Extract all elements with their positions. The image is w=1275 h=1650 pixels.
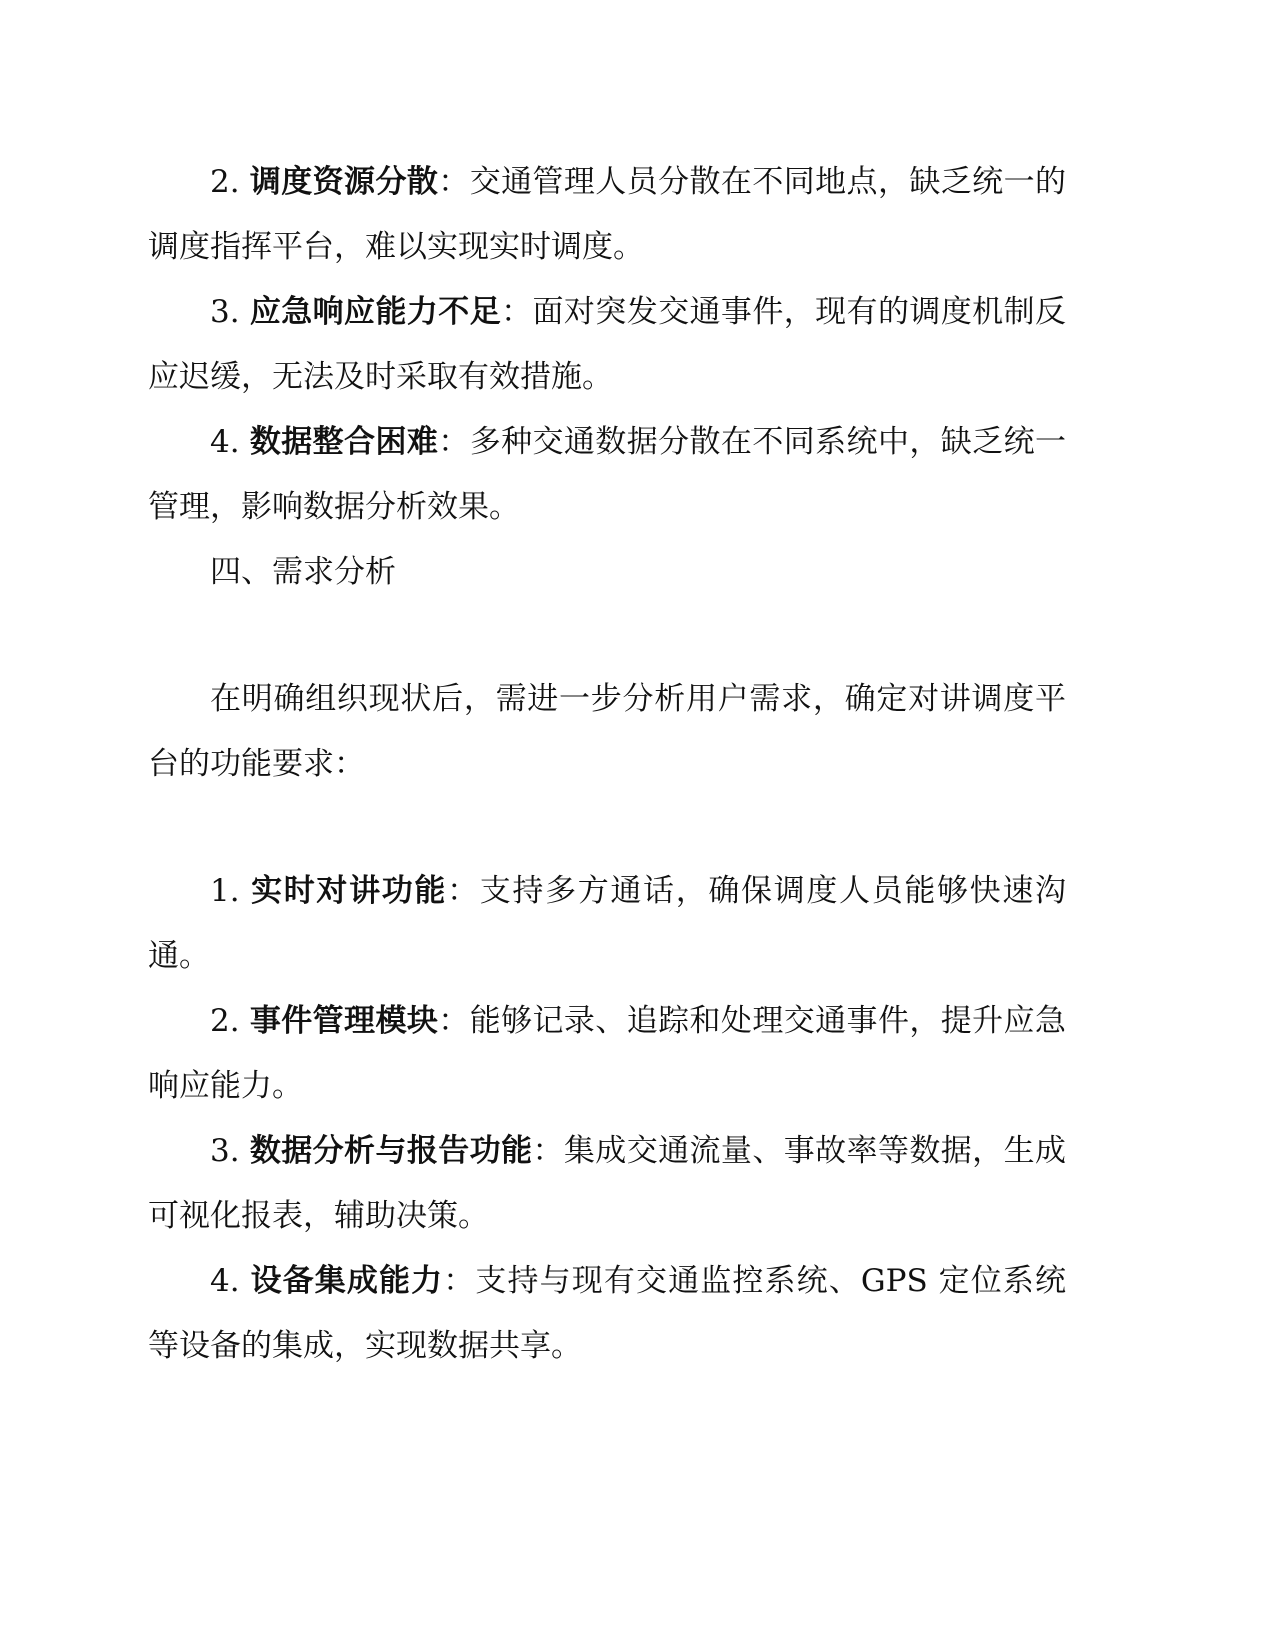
- item-title: 实时对讲功能: [251, 873, 448, 909]
- item-colon: ：: [443, 1263, 476, 1299]
- item-colon: ：: [438, 424, 470, 460]
- requirement-item-2: [148, 989, 1066, 1119]
- intro-paragraph: 在明确组织现状后，需进一步分析用户需求，确定对讲调度平台的功能要求：: [148, 681, 1066, 782]
- item-colon: ：: [438, 164, 470, 200]
- item-colon: ：: [438, 1003, 470, 1039]
- problem-item-4: [148, 410, 1066, 540]
- item-number: 2.: [210, 1003, 250, 1039]
- item-title: 数据分析与报告功能: [249, 1133, 533, 1169]
- item-colon: ：: [532, 1133, 564, 1169]
- item-title: 调度资源分散: [249, 164, 439, 200]
- item-text: 能够记录、追踪和处理交通事件，提升应急响应能力。: [148, 1003, 1066, 1104]
- problem-item-2: [148, 150, 1066, 280]
- item-number: 3.: [210, 1133, 250, 1169]
- item-colon: ：: [447, 873, 480, 909]
- item-text: 面对突发交通事件，现有的调度机制反应迟缓，无法及时采取有效措施。: [148, 294, 1066, 395]
- item-number: 3.: [210, 294, 250, 330]
- requirement-item-4: [148, 1249, 1066, 1379]
- item-number: 2.: [210, 164, 250, 200]
- section-heading: 四、需求分析: [210, 554, 396, 590]
- item-title: 设备集成能力: [250, 1263, 444, 1299]
- item-number: 4.: [210, 424, 250, 460]
- item-text: 交通管理人员分散在不同地点，缺乏统一的调度指挥平台，难以实现实时调度。: [148, 164, 1066, 265]
- item-text: 支持多方通话，确保调度人员能够快速沟通。: [148, 873, 1067, 974]
- item-title: 事件管理模块: [249, 1003, 439, 1039]
- requirement-item-3: [148, 1119, 1066, 1249]
- item-title: 应急响应能力不足: [249, 294, 502, 330]
- item-number: 1.: [210, 873, 252, 909]
- document-page: [148, 150, 1066, 1379]
- item-text: 集成交通流量、事故率等数据，生成可视化报表，辅助决策。: [148, 1133, 1066, 1234]
- item-text: 多种交通数据分散在不同系统中，缺乏统一管理，影响数据分析效果。: [148, 424, 1066, 525]
- problem-item-3: [148, 280, 1066, 410]
- item-text: 支持与现有交通监控系统、GPS 定位系统等设备的集成，实现数据共享。: [148, 1263, 1067, 1364]
- item-title: 数据整合困难: [249, 424, 439, 460]
- item-number: 4.: [210, 1263, 251, 1299]
- item-colon: ：: [501, 294, 533, 330]
- requirement-item-1: [148, 859, 1066, 989]
